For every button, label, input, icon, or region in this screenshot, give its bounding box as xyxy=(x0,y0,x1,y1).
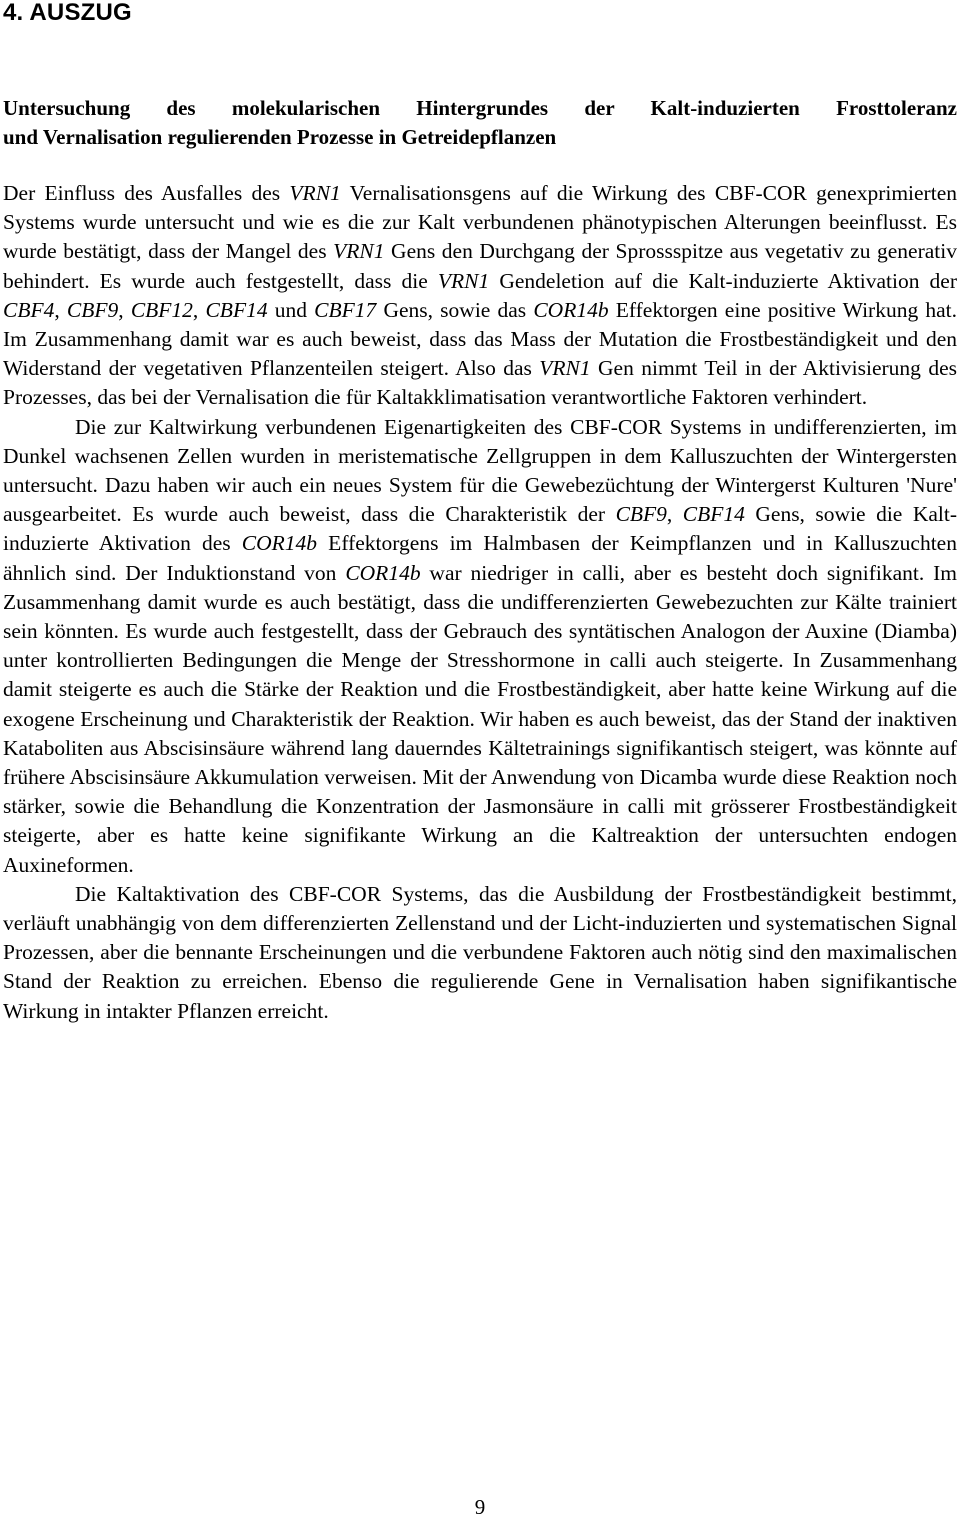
text-segment: , xyxy=(666,502,683,527)
gene-name: VRN1 xyxy=(539,356,591,381)
text-segment: und xyxy=(267,297,315,322)
body-text xyxy=(3,179,957,1026)
text-segment: Die zur Kaltwirkung verbundenen Eigenartigkeiten des CBF-COR Systems in undifferenzierten, im Dunkel wachsenen Zellen wurden in meristematische Zellgruppen in dem Kalluszuchten der Wintergersten untersucht. Dazu haben wir auch ein neues System für die Gewebezüchtung der Wintergerst Kulturen 'Nure' ausgearbeitet. Es wurde auch beweist, dass die Charakteristik der xyxy=(3,414,957,527)
text-segment: war niedriger in calli, aber es besteht doch signifikant. Im Zusammenhang damit wurde es auch bestätigt, dass die undifferenzierten Gewebezuchten zur Kälte trainiert sein könnten. Es wurde auch festgestellt, dass der Gebrauch des syntätischen Analogon der Auxine (Diamba) unter kontrollierten Bedingungen die Menge der Stresshormone in calli auch steigerte. In Zusammenhang damit steigerte es auch die Stärke der Reaktion und die Frostbeständigkeit, aber hatte keine Wirkung auf die exogene Erscheinung und Charakteristik der Reaktion. Wir haben es auch beweist, das der Stand der inaktiven Kataboliten aus Abscisinsäure während lang dauerndes Kältetrainings signifikantisch steigert, was könnte auf frühere Abscisinsäure Akkumulation verweisen. Mit der Anwendung von Dicamba wurde diese Reaktion noch stärker, sowie die Behandlung die Konzentration der Jasmonsäure in calli mit grösserer Frostbeständigkeit steigerte, aber es hatte keine signifikante Wirkung an die Kaltreaktion der untersuchten endogen Auxineformen. xyxy=(3,560,957,877)
text-segment: Gens, sowie die Kalt-induzierte Aktivation des xyxy=(3,502,957,556)
gene-name: COR14b xyxy=(533,297,609,322)
text-segment: , xyxy=(192,297,206,322)
gene-name: CBF14 xyxy=(205,297,268,322)
section-heading: 4. AUSZUG xyxy=(3,0,132,26)
text-segment: Der Einfluss des Ausfalles des xyxy=(3,181,290,205)
text-segment: Die Kaltaktivation des CBF-COR Systems, das die Ausbildung der Frostbeständigkeit bestimmt, verläuft unabhängig von dem differenzierten Zellenstand und der Licht-induzierten und systematischen Signal Prozessen, aber die bennante Erscheinungen und die verbundene Faktoren auch nötig sind den maximalischen Stand der Reaktion zu erreichen. Ebenso die regulierende Gene in Vernalisation haben signifikantische Wirkung in intakter Pflanzen erreicht. xyxy=(3,881,957,1023)
gene-name: CBF9 xyxy=(615,502,667,527)
text-segment: Gendeletion auf die Kalt-induzierte Aktivation der xyxy=(489,268,957,293)
gene-name: CBF4 xyxy=(3,297,55,322)
gene-name: CBF14 xyxy=(682,502,745,527)
text-segment: , xyxy=(118,297,131,322)
gene-name: VRN1 xyxy=(289,181,341,205)
text-segment: Gen nimmt Teil in der Aktivisierung des Prozesses, das bei der Vernalisation die für Kaltakklimatisation verantwortliche Faktoren verhindert. xyxy=(3,356,957,410)
title-line-2: und Vernalisation regulierenden Prozesse in Getreidepflanzen xyxy=(3,125,557,149)
text-segment: Gens, sowie das xyxy=(376,297,534,322)
page-number: 9 xyxy=(474,1495,486,1519)
gene-name: COR14b xyxy=(345,560,421,585)
gene-name: CBF17 xyxy=(314,297,377,322)
gene-name: CBF9 xyxy=(66,297,119,322)
paragraph-1 xyxy=(3,179,957,413)
paragraph-3 xyxy=(3,880,957,1026)
gene-name: VRN1 xyxy=(437,268,490,293)
title-line-1: Untersuchung des molekularischen Hintergrundes der Kalt-induzierten Frosttoleranz xyxy=(3,96,957,120)
gene-name: COR14b xyxy=(241,531,318,556)
text-segment: Vernalisationsgens auf die Wirkung des CBF-COR genexprimierten Systems wurde untersucht und wie es die zur Kalt verbundenen phänotypischen Alterungen beeinflusst. Es wurde bestätigt, dass der Mangel des xyxy=(3,181,957,264)
text-segment: Effektorgen eine positive Wirkung hat. Im Zusammenhang damit war es auch beweist, dass das Mass der Mutation die Frostbeständigkeit und den Widerstand der vegetativen Pflanzenteilen steigert. Also das xyxy=(3,297,958,381)
text-segment: Gens den Durchgang der Sprossspitze aus vegetativ zu generativ behindert. Es wurde auch festgestellt, dass die xyxy=(3,239,957,293)
text-segment: , xyxy=(54,297,67,322)
paragraph-2 xyxy=(3,413,957,880)
gene-name: VRN1 xyxy=(333,239,385,264)
text-segment: Effektorgens im Halmbasen der Keimpflanzen und in Kalluszuchten ähnlich sind. Der Induktionstand von xyxy=(3,531,957,585)
gene-name: CBF12 xyxy=(130,297,193,322)
